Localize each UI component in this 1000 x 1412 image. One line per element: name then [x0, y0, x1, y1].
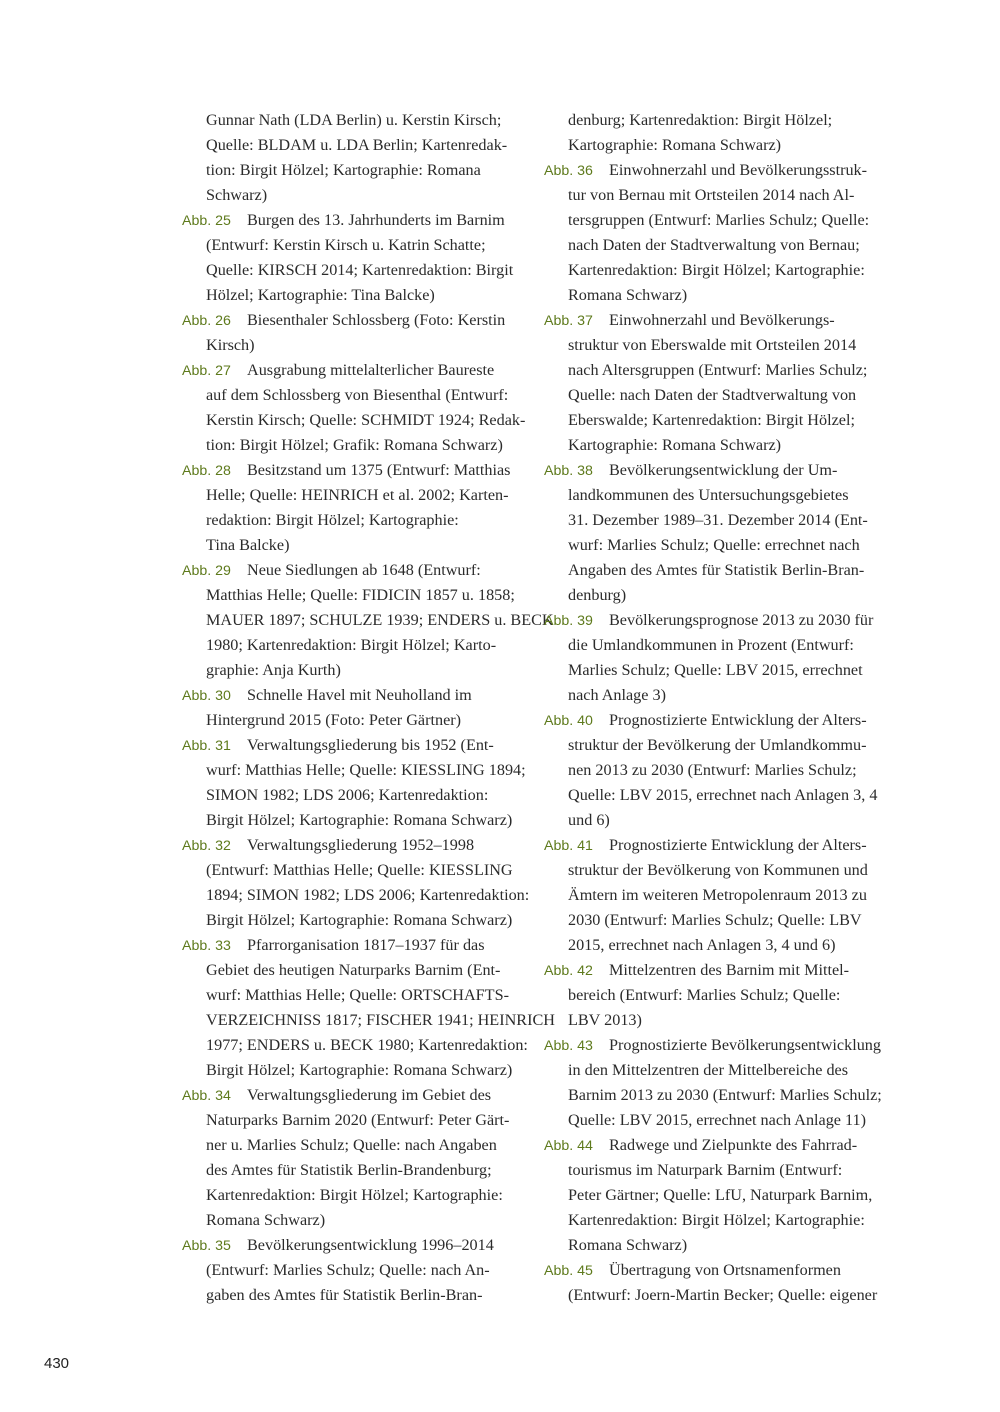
caption-text: nach Anlage 3): [568, 686, 666, 704]
caption-line: [182, 258, 522, 283]
figure-label: Abb. 34: [182, 1088, 231, 1104]
caption-text: tersgruppen (Entwurf: Marlies Schulz; Quelle:: [568, 211, 870, 229]
caption-line: [182, 808, 522, 833]
caption-text: gaben des Amtes für Statistik Berlin-Bran-: [206, 1286, 483, 1304]
caption-text: die Umlandkommunen in Prozent (Entwurf:: [568, 636, 854, 654]
caption-entry-start: [182, 458, 522, 483]
caption-line: [544, 508, 884, 533]
figure-label: Abb. 33: [182, 938, 231, 954]
caption-text: Prognostizierte Bevölkerungsentwicklung: [609, 1036, 881, 1054]
caption-text: Bevölkerungsentwicklung 1996–2014: [247, 1236, 494, 1254]
caption-text: Quelle: KIRSCH 2014; Kartenredaktion: Birgit: [206, 261, 514, 279]
caption-text: Ausgrabung mittelalterlicher Baureste: [247, 361, 495, 379]
caption-line: [544, 633, 884, 658]
figure-label: Abb. 25: [182, 213, 231, 229]
caption-entry-start: [544, 1133, 884, 1158]
figure-label: Abb. 31: [182, 738, 231, 754]
caption-line: [544, 233, 884, 258]
caption-text: Romana Schwarz): [568, 286, 688, 304]
caption-text: Schwarz): [206, 186, 268, 204]
caption-text: ner u. Marlies Schulz; Quelle: nach Angaben: [206, 1136, 497, 1154]
caption-text: Verwaltungsgliederung bis 1952 (Ent-: [247, 736, 494, 754]
figure-label: Abb. 38: [544, 463, 593, 479]
caption-text: Kartenredaktion: Birgit Hölzel; Kartographie:: [206, 1186, 503, 1204]
caption-text: Bevölkerungsprognose 2013 zu 2030 für: [609, 611, 874, 629]
caption-text: (Entwurf: Joern-Martin Becker; Quelle: eigener: [568, 1286, 878, 1304]
caption-text: und 6): [568, 811, 610, 829]
caption-line: [544, 1108, 884, 1133]
caption-line: [544, 1208, 884, 1233]
caption-text: (Entwurf: Marlies Schulz; Quelle: nach An-: [206, 1261, 490, 1279]
caption-line: [182, 508, 522, 533]
caption-line: [544, 683, 884, 708]
caption-entry-start: [182, 933, 522, 958]
figure-label: Abb. 45: [544, 1263, 593, 1279]
caption-line: [544, 1283, 884, 1308]
caption-text: tourismus im Naturpark Barnim (Entwurf:: [568, 1161, 843, 1179]
caption-line: [544, 1008, 884, 1033]
caption-text: wurf: Matthias Helle; Quelle: ORTSCHAFTS-: [206, 986, 509, 1004]
caption-line: [182, 1058, 522, 1083]
caption-text: Radwege und Zielpunkte des Fahrrad-: [609, 1136, 858, 1154]
caption-line: [544, 808, 884, 833]
figure-label: Abb. 26: [182, 313, 231, 329]
figure-label: Abb. 40: [544, 713, 593, 729]
caption-line: [182, 408, 526, 433]
caption-text: Tina Balcke): [206, 536, 290, 554]
caption-line: [182, 283, 522, 308]
caption-line: [182, 1208, 522, 1233]
caption-entry-start: [544, 833, 884, 858]
figure-label: Abb. 41: [544, 838, 593, 854]
caption-line: [544, 1183, 884, 1208]
caption-text: tur von Bernau mit Ortsteilen 2014 nach Al-: [568, 186, 855, 204]
caption-text: Kerstin Kirsch; Quelle: SCHMIDT 1924; Redak-: [206, 411, 526, 429]
caption-text: Kirsch): [206, 336, 255, 354]
caption-line: [182, 1133, 522, 1158]
caption-text: Gebiet des heutigen Naturparks Barnim (Ent-: [206, 961, 501, 979]
caption-line: [544, 758, 884, 783]
caption-text: Hölzel; Kartographie: Tina Balcke): [206, 286, 435, 304]
caption-line: [182, 708, 522, 733]
figure-label: Abb. 32: [182, 838, 231, 854]
caption-text: Ämtern im weiteren Metropolenraum 2013 zu: [568, 886, 867, 904]
figure-label: Abb. 28: [182, 463, 231, 479]
caption-text: Kartenredaktion: Birgit Hölzel; Kartographie:: [568, 261, 865, 279]
caption-text: Schnelle Havel mit Neuholland im: [247, 686, 472, 704]
figure-label: Abb. 36: [544, 163, 593, 179]
caption-text: LBV 2013): [568, 1011, 642, 1029]
right-column: [544, 108, 884, 1308]
caption-line: [544, 733, 884, 758]
caption-text: nen 2013 zu 2030 (Entwurf: Marlies Schulz;: [568, 761, 857, 779]
caption-entry-start: [182, 1083, 522, 1108]
caption-line: [544, 483, 884, 508]
caption-text: Einwohnerzahl und Bevölkerungs-: [609, 311, 835, 329]
caption-text: Bevölkerungsentwicklung der Um-: [609, 461, 838, 479]
caption-text: Romana Schwarz): [206, 1211, 326, 1229]
caption-line: [182, 983, 522, 1008]
caption-text: SIMON 1982; LDS 2006; Kartenredaktion:: [206, 786, 489, 804]
caption-line: [544, 1058, 884, 1083]
caption-text: in den Mittelzentren der Mittelbereiche des: [568, 1061, 849, 1079]
caption-text: Quelle: nach Daten der Stadtverwaltung von: [568, 386, 857, 404]
caption-text: Kartographie: Romana Schwarz): [568, 136, 782, 154]
caption-line: [544, 383, 884, 408]
caption-line: [544, 283, 884, 308]
caption-line: [182, 1008, 555, 1033]
caption-text: Neue Siedlungen ab 1648 (Entwurf:: [247, 561, 481, 579]
caption-entry-start: [182, 733, 522, 758]
caption-text: 1977; ENDERS u. BECK 1980; Kartenredaktion:: [206, 1036, 528, 1054]
caption-entry-start: [182, 558, 522, 583]
caption-line: [182, 1258, 522, 1283]
caption-text: VERZEICHNISS 1817; FISCHER 1941; HEINRICH: [206, 1011, 555, 1029]
caption-line: [182, 608, 554, 633]
caption-text: Eberswalde; Kartenredaktion: Birgit Hölzel;: [568, 411, 855, 429]
caption-text: Romana Schwarz): [568, 1236, 688, 1254]
caption-text: Helle; Quelle: HEINRICH et al. 2002; Karten-: [206, 486, 509, 504]
caption-text: 31. Dezember 1989–31. Dezember 2014 (Ent-: [568, 511, 868, 529]
caption-entry-start: [544, 308, 884, 333]
caption-text: denburg): [568, 586, 627, 604]
caption-text: graphie: Anja Kurth): [206, 661, 341, 679]
caption-text: Marlies Schulz; Quelle: LBV 2015, errechnet: [568, 661, 863, 679]
caption-line: [544, 533, 884, 558]
caption-text: Prognostizierte Entwicklung der Alters-: [609, 711, 867, 729]
caption-entry-start: [182, 833, 522, 858]
caption-line: [544, 783, 884, 808]
caption-text: Birgit Hölzel; Kartographie: Romana Schwarz): [206, 911, 513, 929]
caption-text: 2030 (Entwurf: Marlies Schulz; Quelle: LBV: [568, 911, 862, 929]
caption-entry-start: [544, 708, 884, 733]
caption-line: [182, 1158, 522, 1183]
caption-line: [182, 1183, 522, 1208]
caption-line: [182, 333, 522, 358]
caption-text: 1894; SIMON 1982; LDS 2006; Kartenredaktion:: [206, 886, 530, 904]
caption-entry-start: [182, 308, 522, 333]
caption-text: Peter Gärtner; Quelle: LfU, Naturpark Barnim,: [568, 1186, 873, 1204]
caption-text: landkommunen des Untersuchungsgebietes: [568, 486, 849, 504]
caption-text: Quelle: LBV 2015, errechnet nach Anlagen 3, 4: [568, 786, 878, 804]
caption-text: (Entwurf: Kerstin Kirsch u. Katrin Schatte;: [206, 236, 486, 254]
caption-line: [182, 758, 526, 783]
caption-text: denburg; Kartenredaktion: Birgit Hölzel;: [568, 111, 833, 129]
caption-line: [182, 908, 522, 933]
caption-text: Verwaltungsgliederung im Gebiet des: [247, 1086, 492, 1104]
caption-text: Birgit Hölzel; Kartographie: Romana Schwarz): [206, 1061, 513, 1079]
caption-entry-start: [544, 158, 884, 183]
caption-line: [544, 583, 884, 608]
caption-line: [544, 1158, 884, 1183]
figure-label: Abb. 37: [544, 313, 593, 329]
caption-line: [182, 958, 522, 983]
left-column: [182, 108, 555, 1308]
caption-line: [544, 658, 884, 683]
caption-entry-start: [544, 1258, 884, 1283]
caption-text: auf dem Schlossberg von Biesenthal (Entwurf:: [206, 386, 509, 404]
caption-line: [544, 258, 884, 283]
caption-line: [544, 358, 884, 383]
caption-text: Quelle: BLDAM u. LDA Berlin; Kartenredak-: [206, 136, 508, 154]
caption-text: bereich (Entwurf: Marlies Schulz; Quelle:: [568, 986, 841, 1004]
caption-text: Prognostizierte Entwicklung der Alters-: [609, 836, 867, 854]
caption-line: [544, 408, 884, 433]
caption-line: [182, 383, 522, 408]
caption-text: nach Altersgruppen (Entwurf: Marlies Schulz;: [568, 361, 868, 379]
caption-text: wurf: Matthias Helle; Quelle: KIESSLING 1894;: [206, 761, 526, 779]
caption-line: [182, 133, 522, 158]
caption-line: [544, 1083, 884, 1108]
caption-text: Barnim 2013 zu 2030 (Entwurf: Marlies Schulz;: [568, 1086, 882, 1104]
caption-text: struktur von Eberswalde mit Ortsteilen 2014: [568, 336, 857, 354]
caption-line: [544, 933, 884, 958]
caption-text: 2015, errechnet nach Anlagen 3, 4 und 6): [568, 936, 836, 954]
caption-line: [182, 1283, 522, 1308]
caption-line: [544, 208, 884, 233]
caption-line: [544, 333, 884, 358]
caption-line: [182, 1033, 528, 1058]
caption-text: wurf: Marlies Schulz; Quelle: errechnet nach: [568, 536, 860, 554]
caption-line: [182, 433, 522, 458]
caption-entry-start: [544, 458, 884, 483]
caption-text: (Entwurf: Matthias Helle; Quelle: KIESSLING: [206, 861, 513, 879]
caption-text: des Amtes für Statistik Berlin-Brandenburg;: [206, 1161, 492, 1179]
caption-line: [182, 883, 530, 908]
caption-text: tion: Birgit Hölzel; Kartographie: Romana: [206, 161, 481, 179]
caption-line: [544, 858, 884, 883]
caption-text: Besitzstand um 1375 (Entwurf: Matthias: [247, 461, 511, 479]
caption-line: [182, 183, 522, 208]
caption-line: [182, 658, 522, 683]
caption-text: Quelle: LBV 2015, errechnet nach Anlage 11): [568, 1111, 867, 1129]
page-number: 430: [44, 1355, 70, 1372]
caption-text: MAUER 1897; SCHULZE 1939; ENDERS u. BECK: [206, 611, 554, 629]
caption-text: tion: Birgit Hölzel; Grafik: Romana Schwarz): [206, 436, 503, 454]
caption-text: Hintergrund 2015 (Foto: Peter Gärtner): [206, 711, 462, 729]
caption-line: [182, 158, 522, 183]
caption-text: Burgen des 13. Jahrhunderts im Barnim: [247, 211, 505, 229]
caption-text: struktur der Bevölkerung der Umlandkommu-: [568, 736, 867, 754]
caption-line: [544, 908, 884, 933]
caption-entry-start: [544, 1033, 884, 1058]
caption-entry-start: [544, 608, 884, 633]
caption-line: [182, 533, 522, 558]
caption-text: Matthias Helle; Quelle: FIDICIN 1857 u. 1858;: [206, 586, 515, 604]
caption-line: [544, 558, 884, 583]
caption-text: Naturparks Barnim 2020 (Entwurf: Peter Gärt-: [206, 1111, 510, 1129]
caption-text: Mittelzentren des Barnim mit Mittel-: [609, 961, 850, 979]
figure-label: Abb. 44: [544, 1138, 593, 1154]
caption-text: 1980; Kartenredaktion: Birgit Hölzel; Karto-: [206, 636, 497, 654]
caption-line: [182, 108, 522, 133]
caption-text: Pfarrorganisation 1817–1937 für das: [247, 936, 485, 954]
caption-line: [544, 433, 884, 458]
caption-text: Einwohnerzahl und Bevölkerungsstruk-: [609, 161, 868, 179]
caption-text: Gunnar Nath (LDA Berlin) u. Kerstin Kirsch;: [206, 111, 502, 129]
caption-text: redaktion: Birgit Hölzel; Kartographie:: [206, 511, 459, 529]
caption-line: [182, 233, 522, 258]
caption-text: Übertragung von Ortsnamenformen: [609, 1261, 841, 1279]
caption-line: [544, 1233, 884, 1258]
caption-line: [182, 858, 522, 883]
caption-text: nach Daten der Stadtverwaltung von Bernau;: [568, 236, 860, 254]
figure-label: Abb. 43: [544, 1038, 593, 1054]
caption-line: [544, 133, 884, 158]
caption-text: Kartenredaktion: Birgit Hölzel; Kartographie:: [568, 1211, 865, 1229]
caption-entry-start: [182, 208, 522, 233]
caption-line: [544, 883, 884, 908]
caption-text: struktur der Bevölkerung von Kommunen und: [568, 861, 868, 879]
caption-text: Angaben des Amtes für Statistik Berlin-Bran-: [568, 561, 865, 579]
caption-text: Kartographie: Romana Schwarz): [568, 436, 782, 454]
caption-line: [544, 183, 884, 208]
caption-line: [182, 583, 522, 608]
caption-line: [182, 1108, 522, 1133]
caption-text: Verwaltungsgliederung 1952–1998: [247, 836, 475, 854]
caption-line: [182, 783, 522, 808]
figure-label: Abb. 27: [182, 363, 231, 379]
caption-line: [182, 483, 522, 508]
figure-label: Abb. 39: [544, 613, 593, 629]
caption-text: Birgit Hölzel; Kartographie: Romana Schwarz): [206, 811, 513, 829]
figure-label: Abb. 35: [182, 1238, 231, 1254]
figure-label: Abb. 30: [182, 688, 231, 704]
figure-label: Abb. 29: [182, 563, 231, 579]
figure-label: Abb. 42: [544, 963, 593, 979]
caption-line: [544, 108, 884, 133]
caption-line: [544, 983, 884, 1008]
caption-entry-start: [544, 958, 884, 983]
caption-entry-start: [182, 358, 522, 383]
caption-entry-start: [182, 1233, 522, 1258]
caption-entry-start: [182, 683, 522, 708]
caption-line: [182, 633, 522, 658]
caption-text: Biesenthaler Schlossberg (Foto: Kerstin: [247, 311, 506, 329]
